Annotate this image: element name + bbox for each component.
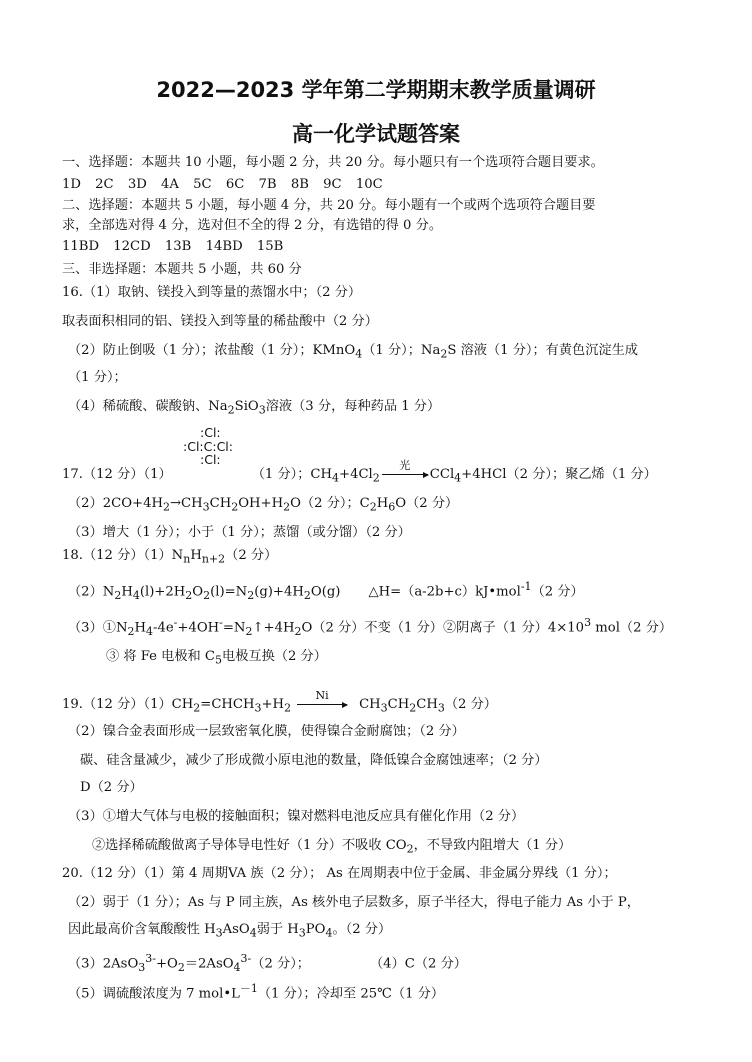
q20-text: 。（2 分） bbox=[332, 922, 392, 937]
q18-text: 18.（12 分）（1）N bbox=[62, 548, 184, 563]
answer-4: 4A bbox=[161, 177, 179, 192]
q16-text: （4）稀硫酸、碳酸钠、Na bbox=[68, 399, 228, 414]
answer-8: 8B bbox=[290, 177, 309, 192]
q20-text: AsO bbox=[222, 922, 250, 937]
subscript: 2 bbox=[245, 625, 253, 639]
ccl4-lewis-structure bbox=[183, 426, 233, 467]
q18-text: +4OH bbox=[177, 620, 220, 636]
q19-text: （2 分） bbox=[444, 697, 497, 712]
subscript: 6 bbox=[388, 500, 396, 514]
subscript: n+2 bbox=[201, 552, 226, 566]
subscript: 2 bbox=[163, 500, 170, 514]
arrow-label: Ni bbox=[315, 689, 329, 702]
q20-text: （4）C（2 分） bbox=[370, 956, 467, 972]
subscript: 2 bbox=[227, 403, 235, 417]
q18-text: mol（2 分） bbox=[595, 620, 673, 636]
subscript: 3 bbox=[380, 701, 388, 715]
lewis-bottom: :Cl: bbox=[200, 452, 221, 467]
ni-catalyst-arrow bbox=[297, 689, 347, 705]
q20-line3 bbox=[68, 921, 391, 943]
answer-6: 6C bbox=[225, 177, 245, 192]
q17-text: +4HCl（2 分）；聚乙烯（1 分） bbox=[461, 467, 657, 482]
q17-text: O（2 分）；C bbox=[290, 496, 370, 511]
q16-line2: 取表面积相同的铝、镁投入到等量的稀盐酸中（2 分） bbox=[62, 314, 378, 329]
q19-text: CH bbox=[416, 697, 438, 712]
q19-text: CH bbox=[387, 697, 410, 712]
q18-text: O（2 分）不变（1 分）②阴离子（1 分）4×10 bbox=[301, 620, 585, 636]
q18-line2 bbox=[68, 578, 584, 605]
subscript: 5 bbox=[215, 653, 223, 667]
q20-text: 因此最高价含氧酸酸性 H bbox=[68, 922, 216, 937]
q20-text: （1 分）；冷却至 25℃（1 分） bbox=[257, 986, 445, 1002]
answer-14: 14BD bbox=[205, 239, 243, 254]
q18-text: (l)=N bbox=[210, 584, 248, 600]
subscript: 2 bbox=[369, 500, 377, 514]
q18-text: -4e bbox=[153, 620, 174, 636]
q18-text: ↑+4H bbox=[252, 620, 295, 636]
section2-header-line1: 二、选择题：本题共 5 小题，每小题 4 分，共 20 分。每小题有一个或两个选项符合题目要 bbox=[62, 198, 596, 213]
subscript: 2 bbox=[177, 961, 185, 975]
q19-text: CH bbox=[359, 697, 381, 712]
q16-text: S 溶液（1 分）；有黄色沉淀生成 bbox=[447, 343, 638, 358]
answer-2: 2C bbox=[95, 177, 114, 192]
subscript: 3 bbox=[215, 926, 223, 940]
q18-text: （3）①N bbox=[68, 620, 128, 636]
subscript: 2 bbox=[294, 625, 302, 639]
subscript: 3 bbox=[254, 701, 262, 715]
answer-1: 1D bbox=[62, 177, 81, 192]
answer-9: 9C bbox=[323, 177, 342, 192]
q16-text: SiO bbox=[234, 399, 259, 414]
section1-answers bbox=[62, 176, 383, 194]
q18-text: H bbox=[121, 584, 133, 600]
q18-text: =N bbox=[222, 620, 246, 636]
q19-line6 bbox=[92, 837, 571, 859]
q19-text: ，不导致内阻增大（1 分） bbox=[413, 838, 572, 853]
q18-text: （2 分） bbox=[531, 584, 584, 600]
subscript: 2 bbox=[303, 589, 311, 603]
subscript: 2 bbox=[203, 589, 211, 603]
q16-text: 溶液（3 分，每种药品 1 分） bbox=[265, 399, 441, 414]
section2-answers bbox=[62, 238, 283, 256]
q17-text: H bbox=[376, 496, 389, 511]
q18-text: O bbox=[192, 584, 204, 600]
q19-line1 bbox=[62, 689, 497, 718]
q18-line1 bbox=[62, 547, 277, 569]
answer-10: 10C bbox=[355, 177, 383, 192]
subscript: 3 bbox=[202, 500, 210, 514]
q20-text: +O bbox=[155, 956, 178, 972]
subscript: 4 bbox=[249, 926, 257, 940]
q17-text: OH+H bbox=[238, 496, 284, 511]
section2-header-line2: 求，全部选对得 4 分，选对但不全的得 2 分，有选错的得 0 分。 bbox=[62, 218, 443, 233]
answer-12: 12CD bbox=[113, 239, 151, 254]
q17-text: →CH bbox=[170, 496, 203, 511]
q18-line4 bbox=[106, 648, 327, 670]
q20-text: （2 分）； bbox=[251, 956, 310, 972]
q19-text: ②选择稀硫酸做离子导体导电性好（1 分）不吸收 CO bbox=[92, 838, 407, 853]
superscript: - bbox=[219, 616, 223, 629]
subscript: 4 bbox=[332, 471, 340, 485]
superscript: －1 bbox=[239, 982, 258, 995]
subscript: n bbox=[183, 552, 191, 566]
subscript: 2 bbox=[114, 589, 122, 603]
q17-line1 bbox=[62, 459, 657, 488]
q18-text: （2）N bbox=[68, 584, 115, 600]
subscript: 2 bbox=[185, 589, 193, 603]
q20-text: （5）调硫酸浓度为 7 mol•L bbox=[68, 986, 240, 1002]
subscript: 3 bbox=[138, 961, 146, 975]
q20-text: PO bbox=[305, 922, 326, 937]
q19-line4: D（2 分） bbox=[80, 780, 143, 795]
superscript: 3 bbox=[584, 616, 592, 629]
subscript: 4 bbox=[146, 625, 154, 639]
q18-text: H bbox=[190, 548, 202, 563]
q18-text: △H=（a-2b+c）kJ•mol bbox=[368, 584, 521, 600]
subscript: 2 bbox=[247, 589, 255, 603]
q19-text: 19.（12 分）（1）CH bbox=[62, 697, 194, 712]
answer-7: 7B bbox=[258, 177, 277, 192]
subscript: 2 bbox=[440, 347, 448, 361]
section1-header: 一、选择题：本题共 10 小题，每小题 2 分，共 20 分。每小题只有一个选项符合题目要求。 bbox=[62, 155, 604, 170]
q16-line1: 16.（1）取钠、镁投入到等量的蒸馏水中；（2 分） bbox=[62, 285, 362, 300]
q18-text: H bbox=[134, 620, 147, 636]
subscript: 4 bbox=[132, 589, 140, 603]
superscript: 3- bbox=[240, 952, 252, 965]
q17-text: （1 分）；CH bbox=[251, 467, 333, 482]
subscript: 3 bbox=[298, 926, 306, 940]
lewis-top: :Cl: bbox=[200, 425, 221, 440]
q18-text: O(g) bbox=[310, 584, 341, 600]
subscript: 2 bbox=[409, 701, 417, 715]
q20-text: （3）2AsO bbox=[68, 956, 139, 972]
answer-3: 3D bbox=[127, 177, 147, 192]
superscript: - bbox=[173, 616, 178, 629]
subscript: 4 bbox=[454, 471, 462, 485]
subscript: 4 bbox=[233, 961, 241, 975]
subscript: 4 bbox=[355, 347, 363, 361]
subscript: 2 bbox=[127, 625, 135, 639]
q20-line2: （2）弱于（1 分）；As 与 P 同主族，As 核外电子层数多，原子半径大，得电子能力 As 小于 P， bbox=[68, 895, 640, 910]
subscript: 2 bbox=[193, 701, 201, 715]
q18-text: 电极互换（2 分） bbox=[222, 649, 327, 664]
q16-line3 bbox=[68, 342, 638, 364]
q18-text: (g)+4H bbox=[254, 584, 304, 600]
subscript: 2 bbox=[231, 500, 239, 514]
q20-line5 bbox=[68, 980, 444, 1003]
q19-line3: 碳、硅含量减少，减少了形成微小原电池的数量，降低镍合金腐蚀速率；（2 分） bbox=[80, 753, 548, 768]
q17-line3: （3）增大（1 分）；小于（1 分）；蒸馏（或分馏）（2 分） bbox=[68, 525, 411, 540]
q16-line4: （1 分）； bbox=[68, 370, 127, 385]
q17-text: +4Cl bbox=[339, 467, 373, 482]
answer-15: 15B bbox=[256, 239, 284, 254]
subscript: 3 bbox=[437, 701, 445, 715]
q18-line3 bbox=[68, 614, 672, 641]
page-subtitle: 高一化学试题答案 bbox=[292, 122, 460, 146]
subscript: 2 bbox=[372, 471, 380, 485]
answer-5: 5C bbox=[193, 177, 212, 192]
q17-text: 17.（12 分）（1） bbox=[62, 467, 172, 482]
page-title: 2022—2023 学年第二学期期末教学质量调研 bbox=[156, 78, 596, 102]
superscript: -1 bbox=[520, 580, 532, 593]
q18-text: （2 分） bbox=[225, 548, 278, 563]
q19-line5: （3）①增大气体与电极的接触面积；镍对燃料电池反应具有催化作用（2 分） bbox=[68, 809, 525, 824]
superscript: 3- bbox=[145, 952, 156, 965]
q20-text: 弱于 H bbox=[256, 922, 299, 937]
section3-header: 三、非选择题：本题共 5 小题，共 60 分 bbox=[62, 262, 302, 277]
subscript: 2 bbox=[284, 701, 292, 715]
q17-text: （2）2CO+4H bbox=[68, 496, 163, 511]
q20-text: ＝2AsO bbox=[184, 956, 234, 972]
subscript: 2 bbox=[406, 842, 414, 856]
q17-text: CCl bbox=[429, 467, 455, 482]
q18-text: (l)+2H bbox=[139, 584, 186, 600]
q19-text: +H bbox=[261, 697, 285, 712]
q17-text: O（2 分） bbox=[395, 496, 459, 511]
q18-text: ③ 将 Fe 电极和 C bbox=[106, 649, 216, 664]
q16-text: （1 分）；Na bbox=[362, 343, 441, 358]
subscript: 4 bbox=[325, 926, 333, 940]
light-reaction-arrow bbox=[382, 459, 428, 475]
q19-text: =CHCH bbox=[200, 697, 255, 712]
answer-11: 11BD bbox=[62, 239, 100, 254]
q20-line4 bbox=[68, 950, 467, 977]
q19-line2: （2）镍合金表面形成一层致密氧化膜，使得镍合金耐腐蚀；（2 分） bbox=[68, 724, 465, 739]
arrow-label: 光 bbox=[399, 459, 411, 472]
q17-text: CH bbox=[209, 496, 232, 511]
subscript: 3 bbox=[258, 403, 266, 417]
q20-line1: 20.（12 分）（1）第 4 周期VA 族（2 分）； As 在周期表中位于金属、非金属分界线（1 分）； bbox=[62, 866, 617, 881]
q16-line5 bbox=[68, 398, 440, 420]
lewis-middle: :Cl:C:Cl: bbox=[183, 438, 233, 454]
q16-text: （2）防止倒吸（1 分）；浓盐酸（1 分）；KMnO bbox=[68, 343, 356, 358]
answer-13: 13B bbox=[164, 239, 192, 254]
subscript: 2 bbox=[283, 500, 291, 514]
q17-line2 bbox=[68, 495, 458, 517]
